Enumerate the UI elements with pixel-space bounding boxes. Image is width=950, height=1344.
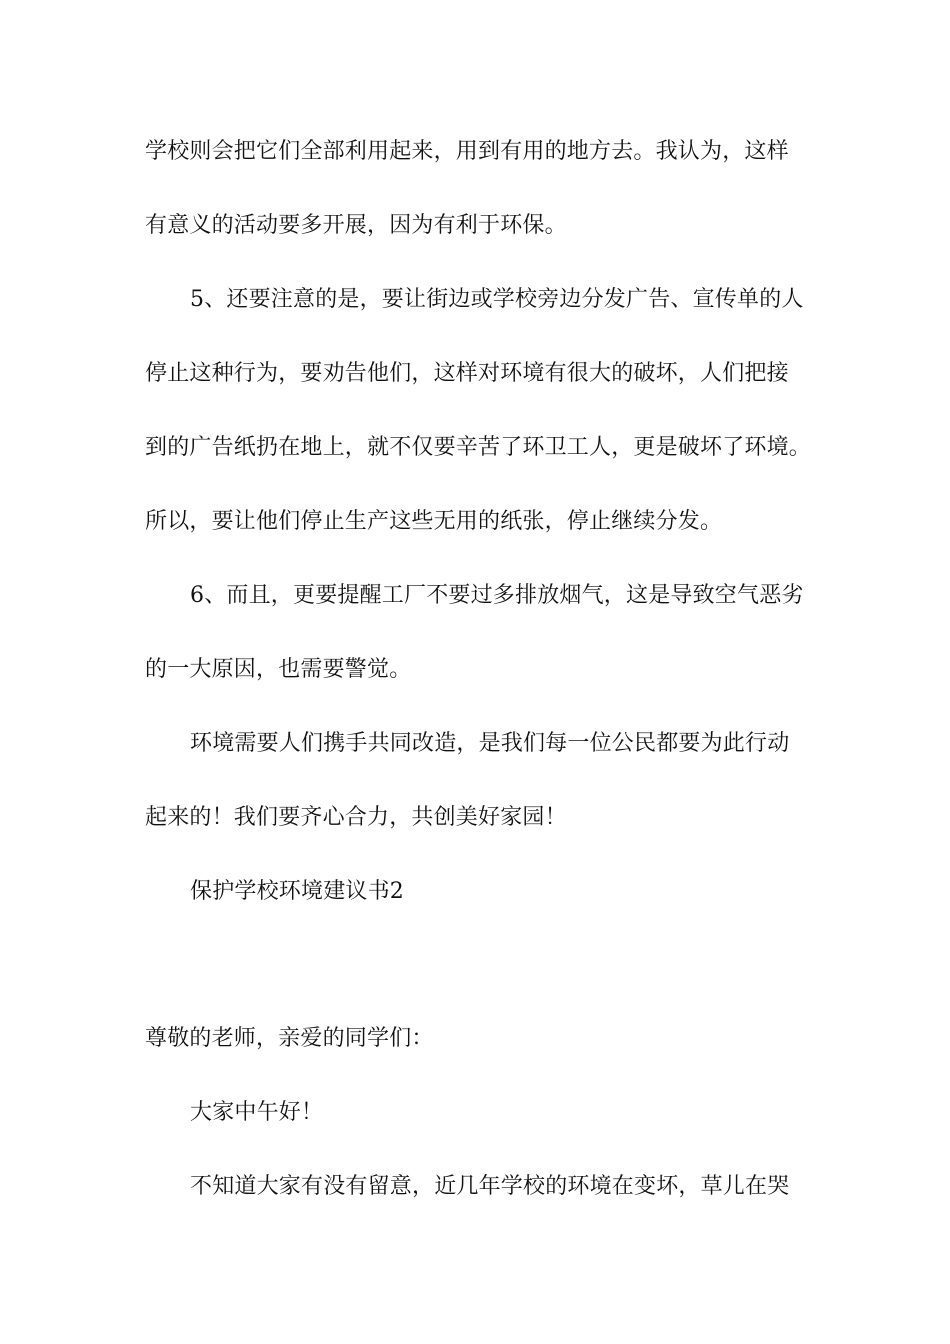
paragraph-line: 5、还要注意的是，要让街边或学校旁边分发广告、宣传单的人 (190, 287, 804, 312)
paragraph-line: 的一大原因，也需要警觉。 (145, 657, 412, 682)
greeting-line: 大家中午好！ (190, 1100, 324, 1125)
paragraph-line: 有意义的活动要多开展，因为有利于环保。 (145, 213, 567, 238)
paragraph-line: 到的广告纸扔在地上，就不仅要辛苦了环卫工人，更是破坏了环境。 (145, 435, 812, 460)
section-title: 保护学校环境建议书2 (190, 879, 404, 904)
paragraph-line: 不知道大家有没有留意，近几年学校的环境在变坏，草儿在哭 (190, 1174, 790, 1199)
paragraph-line: 所以，要让他们停止生产这些无用的纸张，停止继续分发。 (145, 509, 723, 534)
paragraph-line: 环境需要人们携手共同改造，是我们每一位公民都要为此行动 (190, 731, 790, 756)
paragraph-line: 6、而且，更要提醒工厂不要过多排放烟气，这是导致空气恶劣 (190, 583, 804, 608)
paragraph-line: 学校则会把它们全部利用起来，用到有用的地方去。我认为，这样 (145, 139, 789, 164)
paragraph-line: 停止这种行为，要劝告他们，这样对环境有很大的破坏，人们把接 (145, 361, 789, 386)
paragraph-line: 起来的！我们要齐心合力，共创美好家园！ (145, 805, 567, 830)
salutation-line: 尊敬的老师，亲爱的同学们： (145, 1026, 434, 1051)
